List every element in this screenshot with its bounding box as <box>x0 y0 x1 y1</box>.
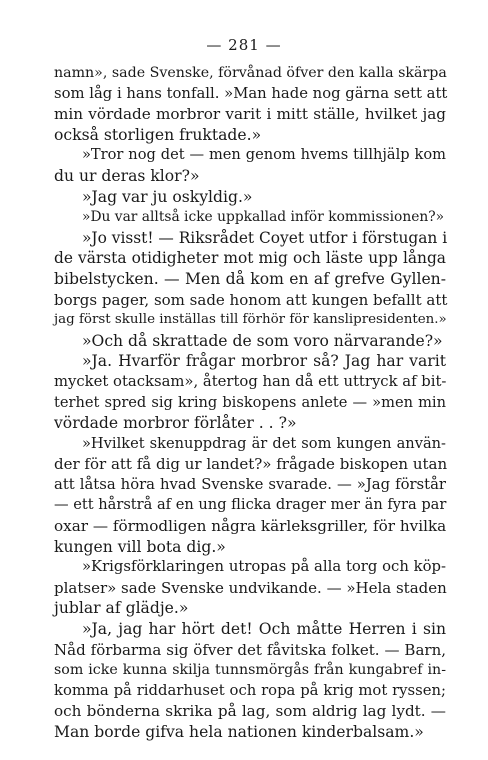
text-line: Man borde gifva hela nationen kinderbalsam.» <box>54 723 424 741</box>
text-line: och bönderna skrika på lag, som aldrig lag lydt. — <box>54 702 446 721</box>
text-line: platser» sade Svenske undvikande. — »Hela staden <box>54 578 447 597</box>
text-line: min vördade morbror varit i mitt ställe, hvilket jag <box>54 105 446 124</box>
body-text <box>54 63 446 743</box>
text-line: »Jo visst! — Riksrådet Coyet utfor i förstugan i <box>82 228 448 247</box>
text-line: oxar — förmodligen några kärleksgriller, för hvilka <box>54 517 447 536</box>
text-line: bibelstycken. — Men då kom en af grefve Gyllen- <box>54 269 446 288</box>
text-line: »Du var alltså icke uppkallad inför kommissionen?» <box>82 209 445 226</box>
page-number: — 281 — <box>206 36 282 54</box>
text-line: »Krigsförklaringen utropas på alla torg och köp- <box>82 558 446 576</box>
text-line: du ur deras klor?» <box>54 166 200 185</box>
text-line: vördade morbror förlåter . . ?» <box>54 414 297 433</box>
text-line: »Ja, jag har hört det! Och måtte Herren i sin <box>82 620 446 639</box>
text-line: der för att få dig ur landet?» frågade biskopen utan <box>54 455 448 474</box>
text-line: som låg i hans tonfall. »Man hade nog gärna sett att <box>54 84 448 102</box>
text-line: som icke kunna skilja tunnsmörgås från kungabref in- <box>54 662 446 679</box>
text-line: komma på riddarhuset och ropa på krig mot ryssen; <box>54 681 446 699</box>
text-line: Nåd förbarma sig öfver det fåvitska folket. — Barn, <box>54 640 446 659</box>
text-line: »Jag var ju oskyldig.» <box>82 187 253 206</box>
text-line: »Ja. Hvarför frågar morbror så? Jag har varit <box>82 352 446 371</box>
text-line: borgs pager, som sade honom att kungen befallt att <box>54 290 448 309</box>
text-line: de värsta otidigheter mot mig och läste upp långa <box>54 249 446 268</box>
text-line: »Tror nog det — men genom hvems tillhjälp kom <box>82 146 446 164</box>
text-line: — ett hårstrå af en ung flicka drager mer än fyra par <box>54 496 447 514</box>
text-line: mycket otacksam», återtog han då ett uttryck af bit- <box>54 372 447 390</box>
text-line: jag först skulle inställas till förhör för kanslipresidenten.» <box>54 312 447 328</box>
text-line: jublar af glädje.» <box>54 599 189 618</box>
text-line: att låtsa höra hvad Svenske svarade. — »Jag förstår <box>54 475 446 493</box>
text-line: »Och då skrattade de som voro närvarande?» <box>82 331 443 350</box>
text-line: terhet spred sig kring biskopens anlete — »men min <box>54 393 446 411</box>
text-line: kungen vill bota dig.» <box>54 537 226 556</box>
text-line: också storligen fruktade.» <box>54 125 262 144</box>
text-line: »Hvilket skenuppdrag är det som kungen använ- <box>82 434 446 452</box>
text-line: namn», sade Svenske, förvånad öfver den kalla skärpa <box>54 65 447 81</box>
